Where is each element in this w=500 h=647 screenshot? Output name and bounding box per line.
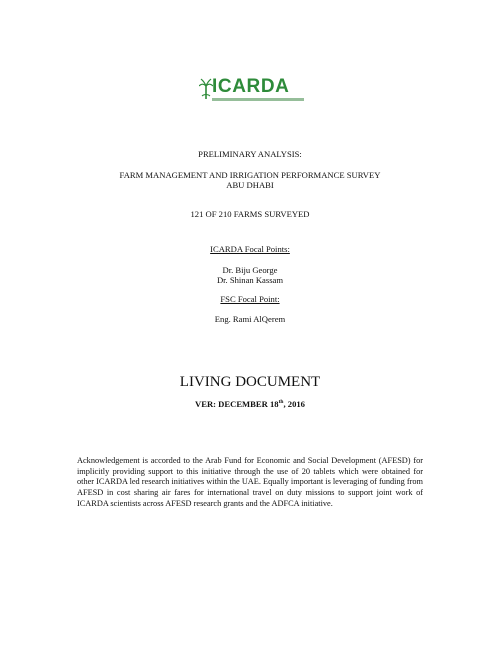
logo-tagline-graphic [212, 98, 304, 101]
version-sup: th [278, 399, 284, 406]
version-line [0, 399, 500, 410]
version-suffix: , 2016 [283, 399, 305, 409]
logo-wordmark: ICARDA [212, 76, 290, 97]
icarda-focal-person: Dr. Biju George [222, 265, 278, 275]
fsc-focal-person: Eng. Rami AlQerem [214, 314, 286, 324]
document-status: LIVING DOCUMENT [179, 374, 321, 390]
icarda-palm-logo-icon [199, 78, 213, 100]
acknowledgement-paragraph: Acknowledgement is accorded to the Arab Fund for Economic and Social Development (AFESD) for implicitly providing support to this initiative through the use of 20 tablets which were obtained for other ICARDA led research initiatives within the UAE. Equally important is leveraging of funding from AFESD in cost sharing air fares for international travel on duty missions to support joint work of ICARDA scientists across AFESD research grants and the ADFCA initiative. [77, 456, 423, 508]
survey-progress: 121 OF 210 FARMS SURVEYED [190, 209, 310, 219]
version-prefix: VER: DECEMBER 18 [195, 399, 279, 409]
icarda-logo [199, 76, 303, 106]
title-line-1: PRELIMINARY ANALYSIS: [198, 149, 302, 159]
fsc-focal-heading: FSC Focal Point: [220, 294, 280, 304]
icarda-focal-heading: ICARDA Focal Points: [210, 244, 290, 254]
title-line-3: ABU DHABI [226, 180, 274, 190]
icarda-focal-person: Dr. Shinan Kassam [216, 275, 284, 285]
title-line-2: FARM MANAGEMENT AND IRRIGATION PERFORMANCE SURVEY [119, 170, 381, 180]
